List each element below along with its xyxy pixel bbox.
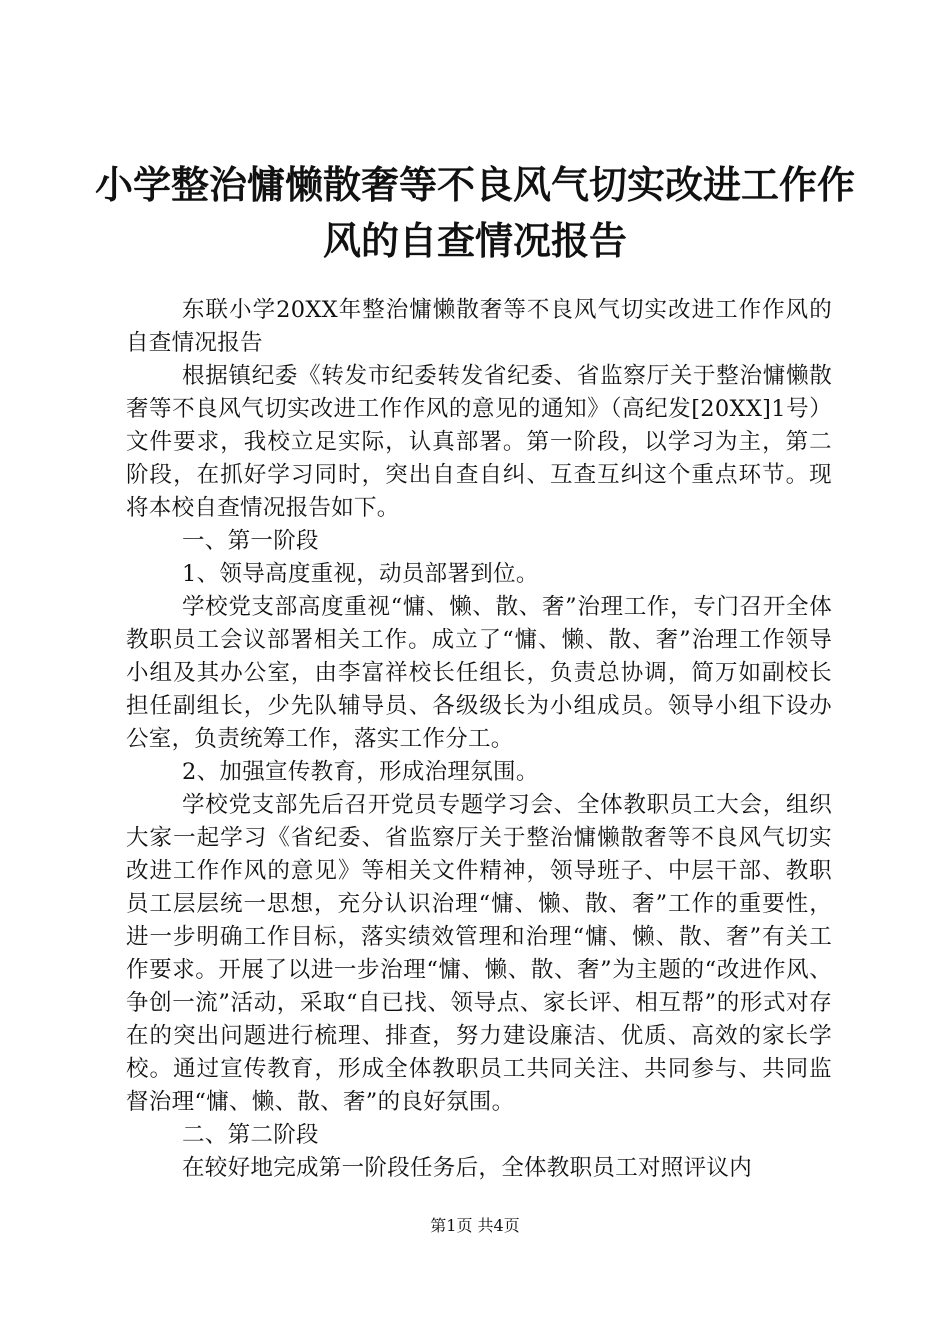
subsection-heading: 2、加强宣传教育，形成治理氛围。 [182, 759, 539, 785]
page-footer: 第1页 共4页 [430, 1216, 520, 1235]
paragraph: 学校党支部高度重视“慵、懒、散、奢”治理工作，专门召开全体教职员工会议部署相关工作。成立了“慵、懒、散、奢”治理工作领导小组及其办公室，由李富祥校长任组长，负责总协调，简万如副校长担任副组长，少先队辅导员、各级级长为小组成员。领导小组下设办公室，负责统筹工作，落实工作分工。 [126, 594, 832, 752]
paragraph: 根据镇纪委《转发市纪委转发省纪委、省监察厅关于整治慵懒散奢等不良风气切实改进工作作风的意见的通知》（高纪发[20XX]1号）文件要求，我校立足实际，认真部署。第一阶段，以学习为主，第二阶段，在抓好学习同时，突出自查自纠、互查互纠这个重点环节。现将本校自查情况报告如下。 [126, 363, 832, 521]
document-body [126, 294, 832, 1185]
paragraph: 在较好地完成第一阶段任务后，全体教职员工对照评议内 [182, 1155, 753, 1181]
paragraph: 东联小学20XX年整治慵懒散奢等不良风气切实改进工作作风的自查情况报告 [126, 297, 832, 356]
paragraph: 学校党支部先后召开党员专题学习会、全体教职员工大会，组织大家一起学习《省纪委、省监察厅关于整治慵懒散奢等不良风气切实改进工作作风的意见》等相关文件精神，领导班子、中层干部、教职员工层层统一思想，充分认识治理“慵、懒、散、奢”工作的重要性，进一步明确工作目标，落实绩效管理和治理“慵、懒、散、奢”有关工作要求。开展了以进一步治理“慵、懒、散、奢”为主题的“改进作风、争创一流”活动，采取“自已找、领导点、家长评、相互帮”的形式对存在的突出问题进行梳理、排查，努力建设廉洁、优质、高效的家长学校。通过宣传教育，形成全体教职员工共同关注、共同参与、共同监督治理“慵、懒、散、奢”的良好氛围。 [126, 792, 832, 1115]
document-title-line2: 风的自查情况报告 [322, 218, 627, 263]
section-heading: 一、第一阶段 [182, 528, 319, 554]
document-title-line1: 小学整治慵懒散奢等不良风气切实改进工作作 [94, 162, 855, 207]
section-heading: 二、第二阶段 [182, 1122, 319, 1148]
subsection-heading: 1、领导高度重视，动员部署到位。 [182, 561, 539, 587]
